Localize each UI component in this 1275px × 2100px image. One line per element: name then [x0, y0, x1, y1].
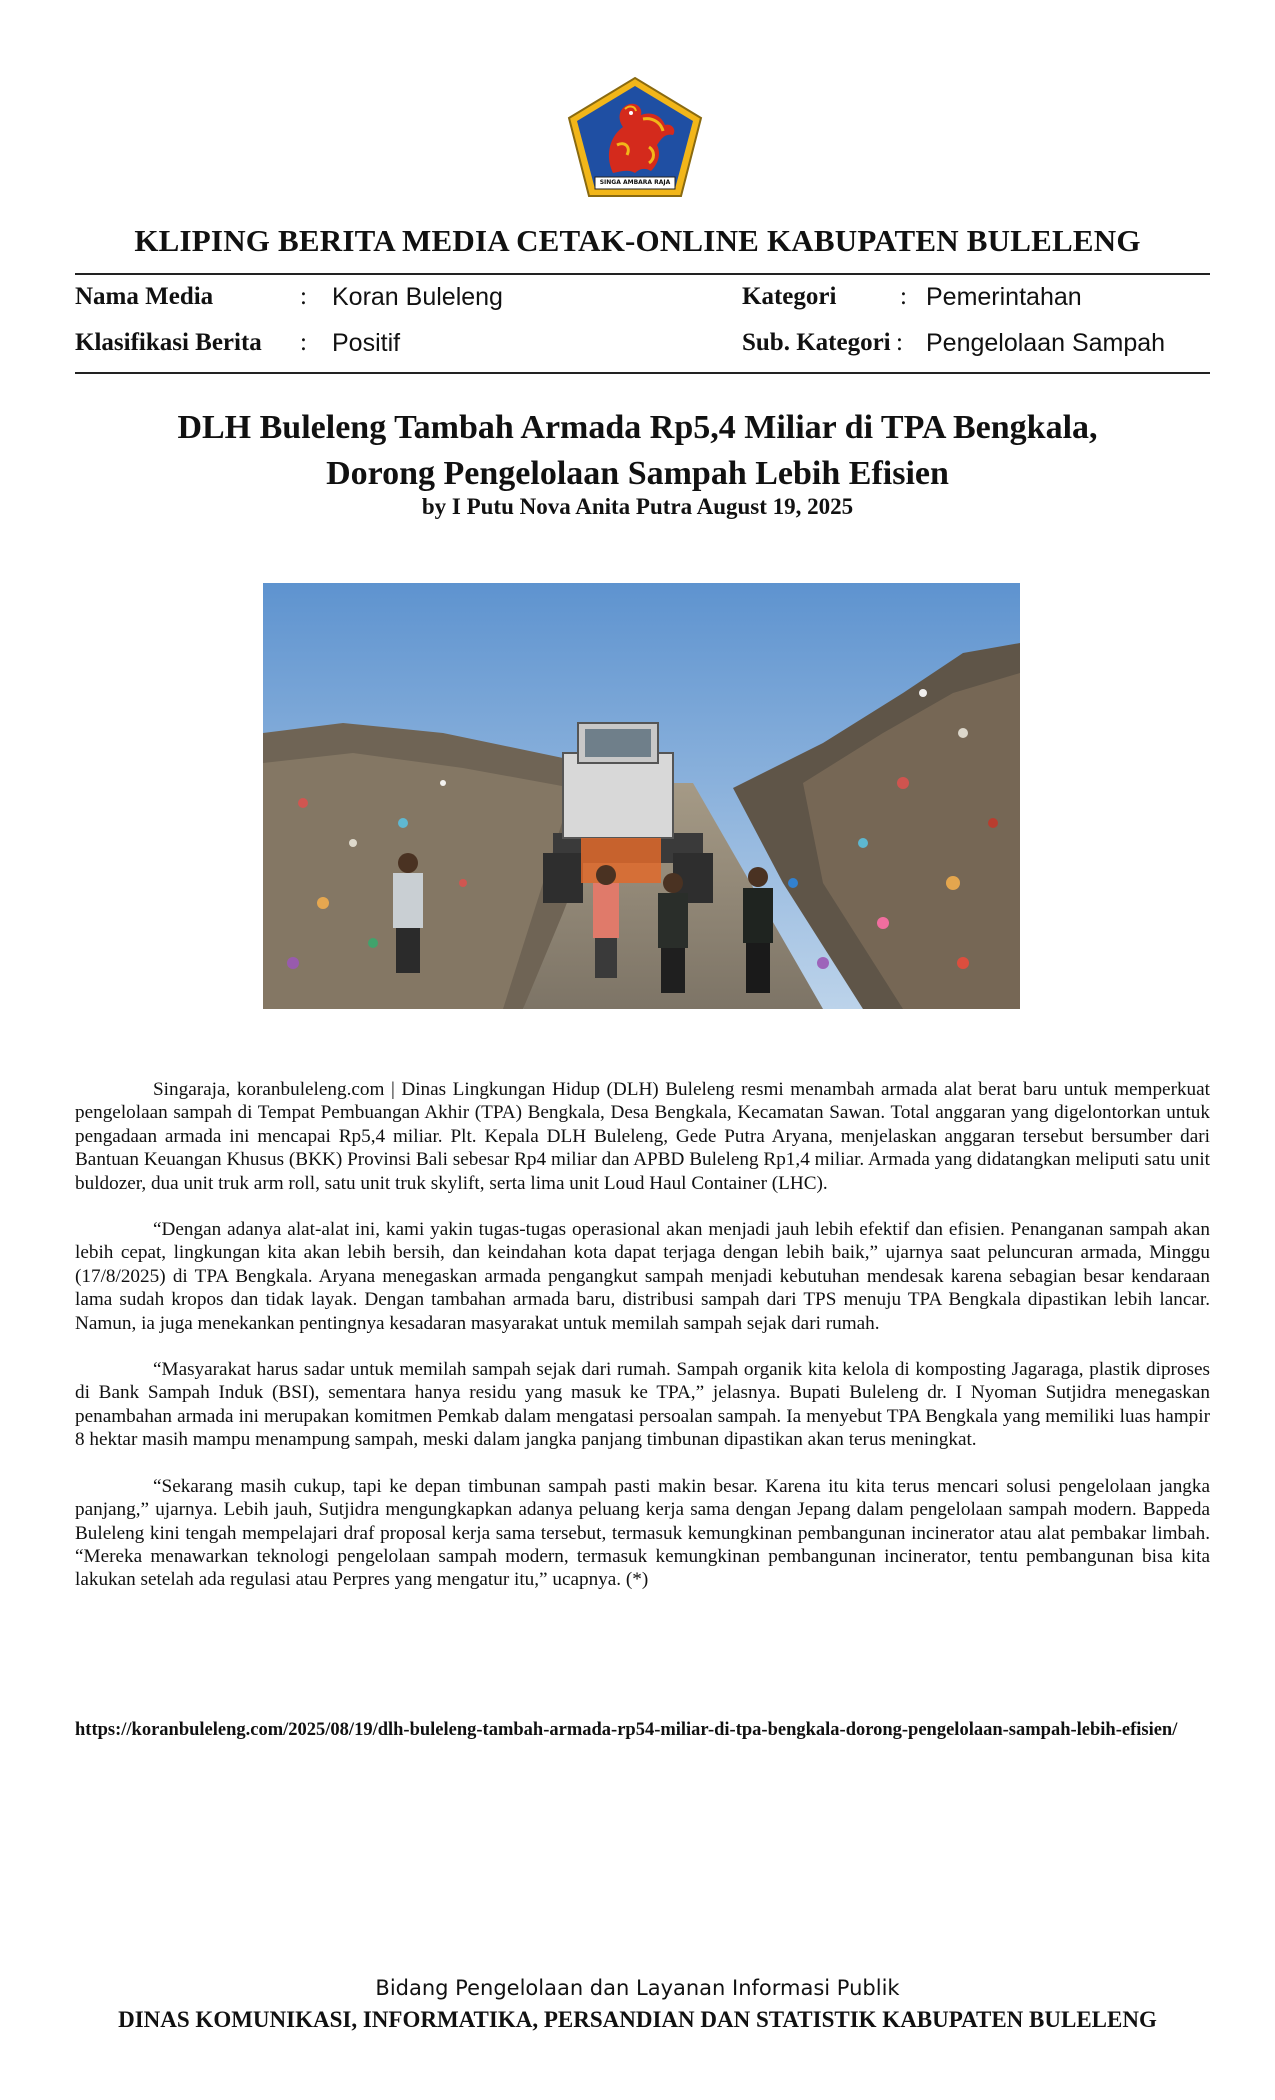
- article-body: [75, 1078, 1210, 1615]
- klasifikasi-value: Positif: [332, 329, 401, 357]
- article-byline: by I Putu Nova Anita Putra August 19, 2025: [421, 494, 854, 519]
- colon: :: [300, 329, 307, 356]
- logo-motto: SINGA AMBARA RAJA: [599, 179, 671, 186]
- meta-divider: [75, 372, 1210, 374]
- footer-agency: DINAS KOMUNIKASI, INFORMATIKA, PERSANDIAN DAN STATISTIK KABUPATEN BULELENG: [118, 2007, 1157, 2032]
- sub-kategori-value: Pengelolaan Sampah: [926, 329, 1166, 357]
- sub-kategori-label: Sub. Kategori: [742, 329, 891, 356]
- landfill-bulldozer-photo: [263, 583, 1020, 1009]
- nama-media-value: Koran Buleleng: [332, 283, 503, 311]
- article-title: [0, 405, 1275, 497]
- article-paragraph: “Masyarakat harus sadar untuk memilah sampah sejak dari rumah. Sampah organik kita kelola di komposting Jagaraga, plastik diproses di Bank Sampah Induk (BSI), sementara hanya residu yang masuk ke TPA,” jelasnya. Bupati Buleleng dr. I Nyoman Sutjidra menegaskan penambahan armada ini merupakan komitmen Pemkab dalam mengatasi persoalan sampah. Ia menyebut TPA Bengkala yang memiliki luas hampir 8 hektar masih mampu menampung sampah, meski dalam jangka panjang timbunan dipastikan akan terus meningkat.: [75, 1359, 1210, 1451]
- colon: :: [300, 283, 307, 310]
- buleleng-regency-emblem-icon: [565, 75, 705, 200]
- article-paragraph: Singaraja, koranbuleleng.com | Dinas Lingkungan Hidup (DLH) Buleleng resmi menambah armada alat berat baru untuk memperkuat pengelolaan sampah di Tempat Pembuangan Akhir (TPA) Bengkala, Desa Bengkala, Kecamatan Sawan. Total anggaran yang digelontorkan untuk pengadaan armada ini mencapai Rp5,4 miliar. Plt. Kepala DLH Buleleng, Gede Putra Aryana, menjelaskan anggaran tersebut bersumber dari Bantuan Keuangan Khusus (BKK) Provinsi Bali sebesar Rp4 miliar dan APBD Buleleng Rp1,4 miliar. Armada yang didatangkan meliputi satu unit buldozer, dua unit truk arm roll, satu unit truk skylift, serta lima unit Loud Haul Container (LHC).: [75, 1079, 1210, 1194]
- article-title-line2: Dorong Pengelolaan Sampah Lebih Efisien: [326, 455, 949, 492]
- kategori-label: Kategori: [742, 283, 837, 310]
- header-divider: [75, 273, 1210, 275]
- article-paragraph: “Sekarang masih cukup, tapi ke depan timbunan sampah pasti makin besar. Karena itu kita terus mencari solusi pengelolaan jangka panjang,” ujarnya. Lebih jauh, Sutjidra mengungkapkan adanya peluang kerja sama dengan Jepang dalam pengelolaan sampah modern. Bappeda Buleleng kini tengah mempelajari draf proposal kerja sama tersebut, termasuk kemungkinan pembangunan incinerator atau alat pembakar limbah. “Mereka menawarkan teknologi pengelolaan sampah modern, termasuk kemungkinan pembangunan incinerator, tentu pembangunan bisa kita lakukan setelah ada regulasi atau Perpres yang mengatur itu,” ucapnya. (*): [75, 1475, 1210, 1591]
- article-paragraph: “Dengan adanya alat-alat ini, kami yakin tugas-tugas operasional akan menjadi jauh lebih efektif dan efisien. Penanganan sampah akan lebih cepat, lingkungan kita akan lebih bersih, dan keindahan kota dapat terjaga dengan lebih baik,” ujarnya saat peluncuran armada, Minggu (17/8/2025) di TPA Bengkala. Aryana menegaskan armada pengangkut sampah menjadi kebutuhan mendesak karena sebagian besar kendaraan lama sudah kropos dan tidak layak. Dengan tambahan armada baru, distribusi sampah dari TPS menuju TPA Bengkala dipastikan lebih lancar. Namun, ia juga menekankan pentingnya kesadaran masyarakat untuk memilah sampah sejak dari rumah.: [75, 1219, 1210, 1334]
- klasifikasi-label: Klasifikasi Berita: [75, 329, 262, 356]
- nama-media-label: Nama Media: [75, 283, 214, 310]
- colon: :: [896, 329, 903, 356]
- footer-division: Bidang Pengelolaan dan Layanan Informasi Publik: [375, 1976, 900, 2000]
- colon: :: [900, 283, 907, 310]
- article-title-line1: DLH Buleleng Tambah Armada Rp5,4 Miliar di TPA Bengkala,: [177, 409, 1098, 446]
- clipping-header-title: KLIPING BERITA MEDIA CETAK-ONLINE KABUPATEN BULELENG: [134, 223, 1141, 258]
- article-source-url[interactable]: https://koranbuleleng.com/2025/08/19/dlh-buleleng-tambah-armada-rp54-miliar-di-tpa-bengkala-dorong-pengelolaan-sampah-lebih-efisien/: [75, 1720, 1178, 1740]
- kategori-value: Pemerintahan: [926, 283, 1082, 311]
